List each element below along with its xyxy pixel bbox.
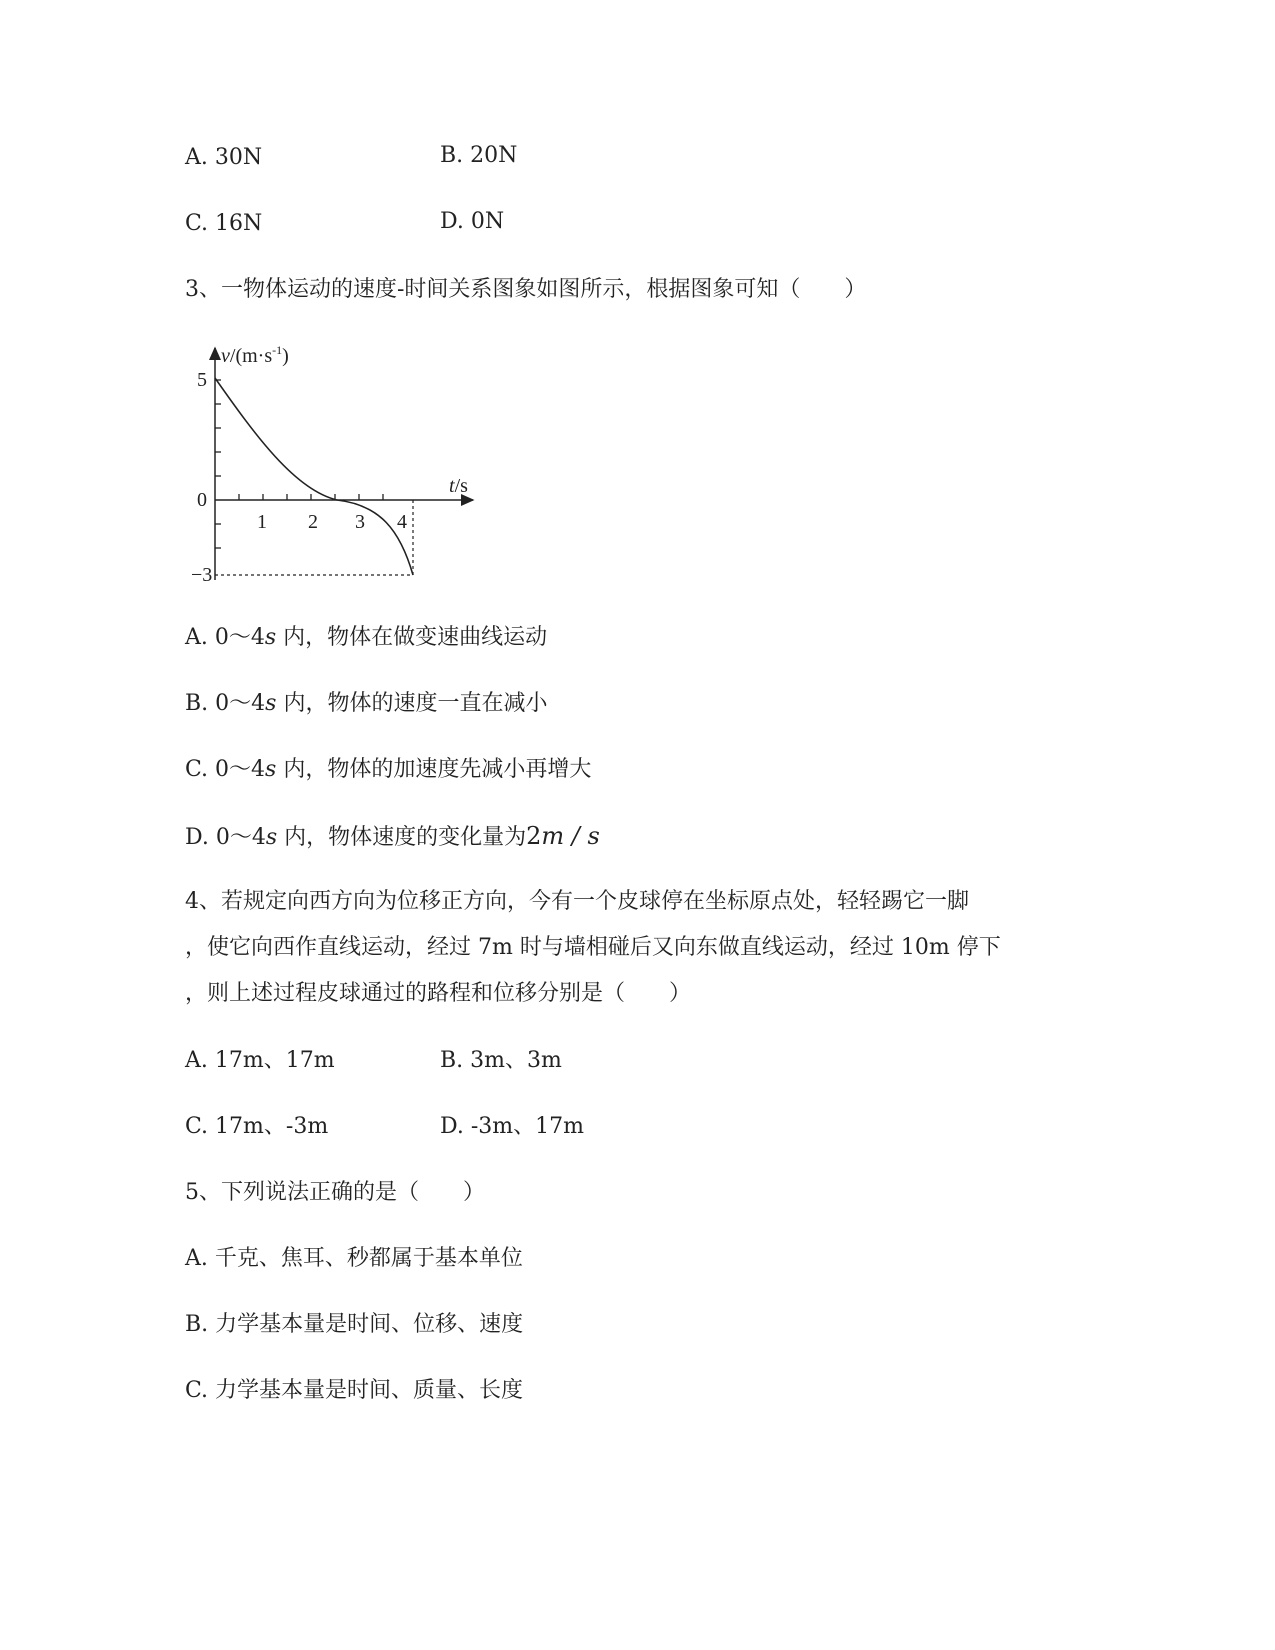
y-axis-label: $v/(m\cdot s^{-1})$ [221, 343, 289, 367]
q3-option-c: C. 0～4s 内，物体的加速度先减小再增大 [185, 757, 592, 782]
q4-option-a: A. 17m、17m [185, 1048, 335, 1073]
x-ticks [239, 494, 383, 500]
x-tick-label: 4 [397, 511, 407, 533]
velocity-time-graph [185, 340, 485, 590]
q5-stem: 5、下列说法正确的是（ ） [185, 1180, 485, 1205]
q3-option-d: D. 0～4s 内，物体速度的变化量为2m / s [185, 822, 600, 850]
y-max-label: 5 [197, 369, 207, 391]
q5-option-b: B. 力学基本量是时间、位移、速度 [185, 1312, 524, 1337]
y-ticks [215, 380, 221, 548]
q4-stem-line-3: ，则上述过程皮球通过的路程和位移分别是（ ） [185, 981, 692, 1006]
q4-stem-line-2: ，使它向西作直线运动，经过 7m 时与墙相碰后又向东做直线运动，经过 10m 停下 [185, 935, 1001, 960]
q4-option-d: D. -3m、17m [440, 1114, 584, 1139]
q2-option-c: C. 16N [185, 211, 263, 236]
origin-label: 0 [197, 489, 207, 511]
q3-option-b: B. 0～4s 内，物体的速度一直在减小 [185, 691, 548, 716]
y-min-label: −3 [191, 564, 213, 586]
q2-option-d: D. 0N [440, 209, 505, 234]
velocity-curve [215, 378, 413, 575]
x-tick-label: 3 [355, 511, 365, 533]
q2-option-b: B. 20N [440, 143, 518, 168]
q3-stem: 3、一物体运动的速度-时间关系图象如图所示，根据图象可知（ ） [185, 277, 867, 302]
x-tick-label: 2 [308, 511, 318, 533]
q4-option-b: B. 3m、3m [440, 1048, 562, 1073]
q5-option-c: C. 力学基本量是时间、质量、长度 [185, 1378, 524, 1403]
q3-option-a: A. 0～4s 内，物体在做变速曲线运动 [185, 625, 548, 650]
q4-option-c: C. 17m、-3m [185, 1114, 329, 1139]
q2-option-a: A. 30N [185, 145, 263, 170]
x-axis-label: t/s [449, 475, 468, 497]
q4-stem-line-1: 4、若规定向西方向为位移正方向，今有一个皮球停在坐标原点处，轻轻踢它一脚 [185, 889, 969, 914]
x-tick-label: 1 [257, 511, 267, 533]
q5-option-a: A. 千克、焦耳、秒都属于基本单位 [185, 1246, 523, 1271]
